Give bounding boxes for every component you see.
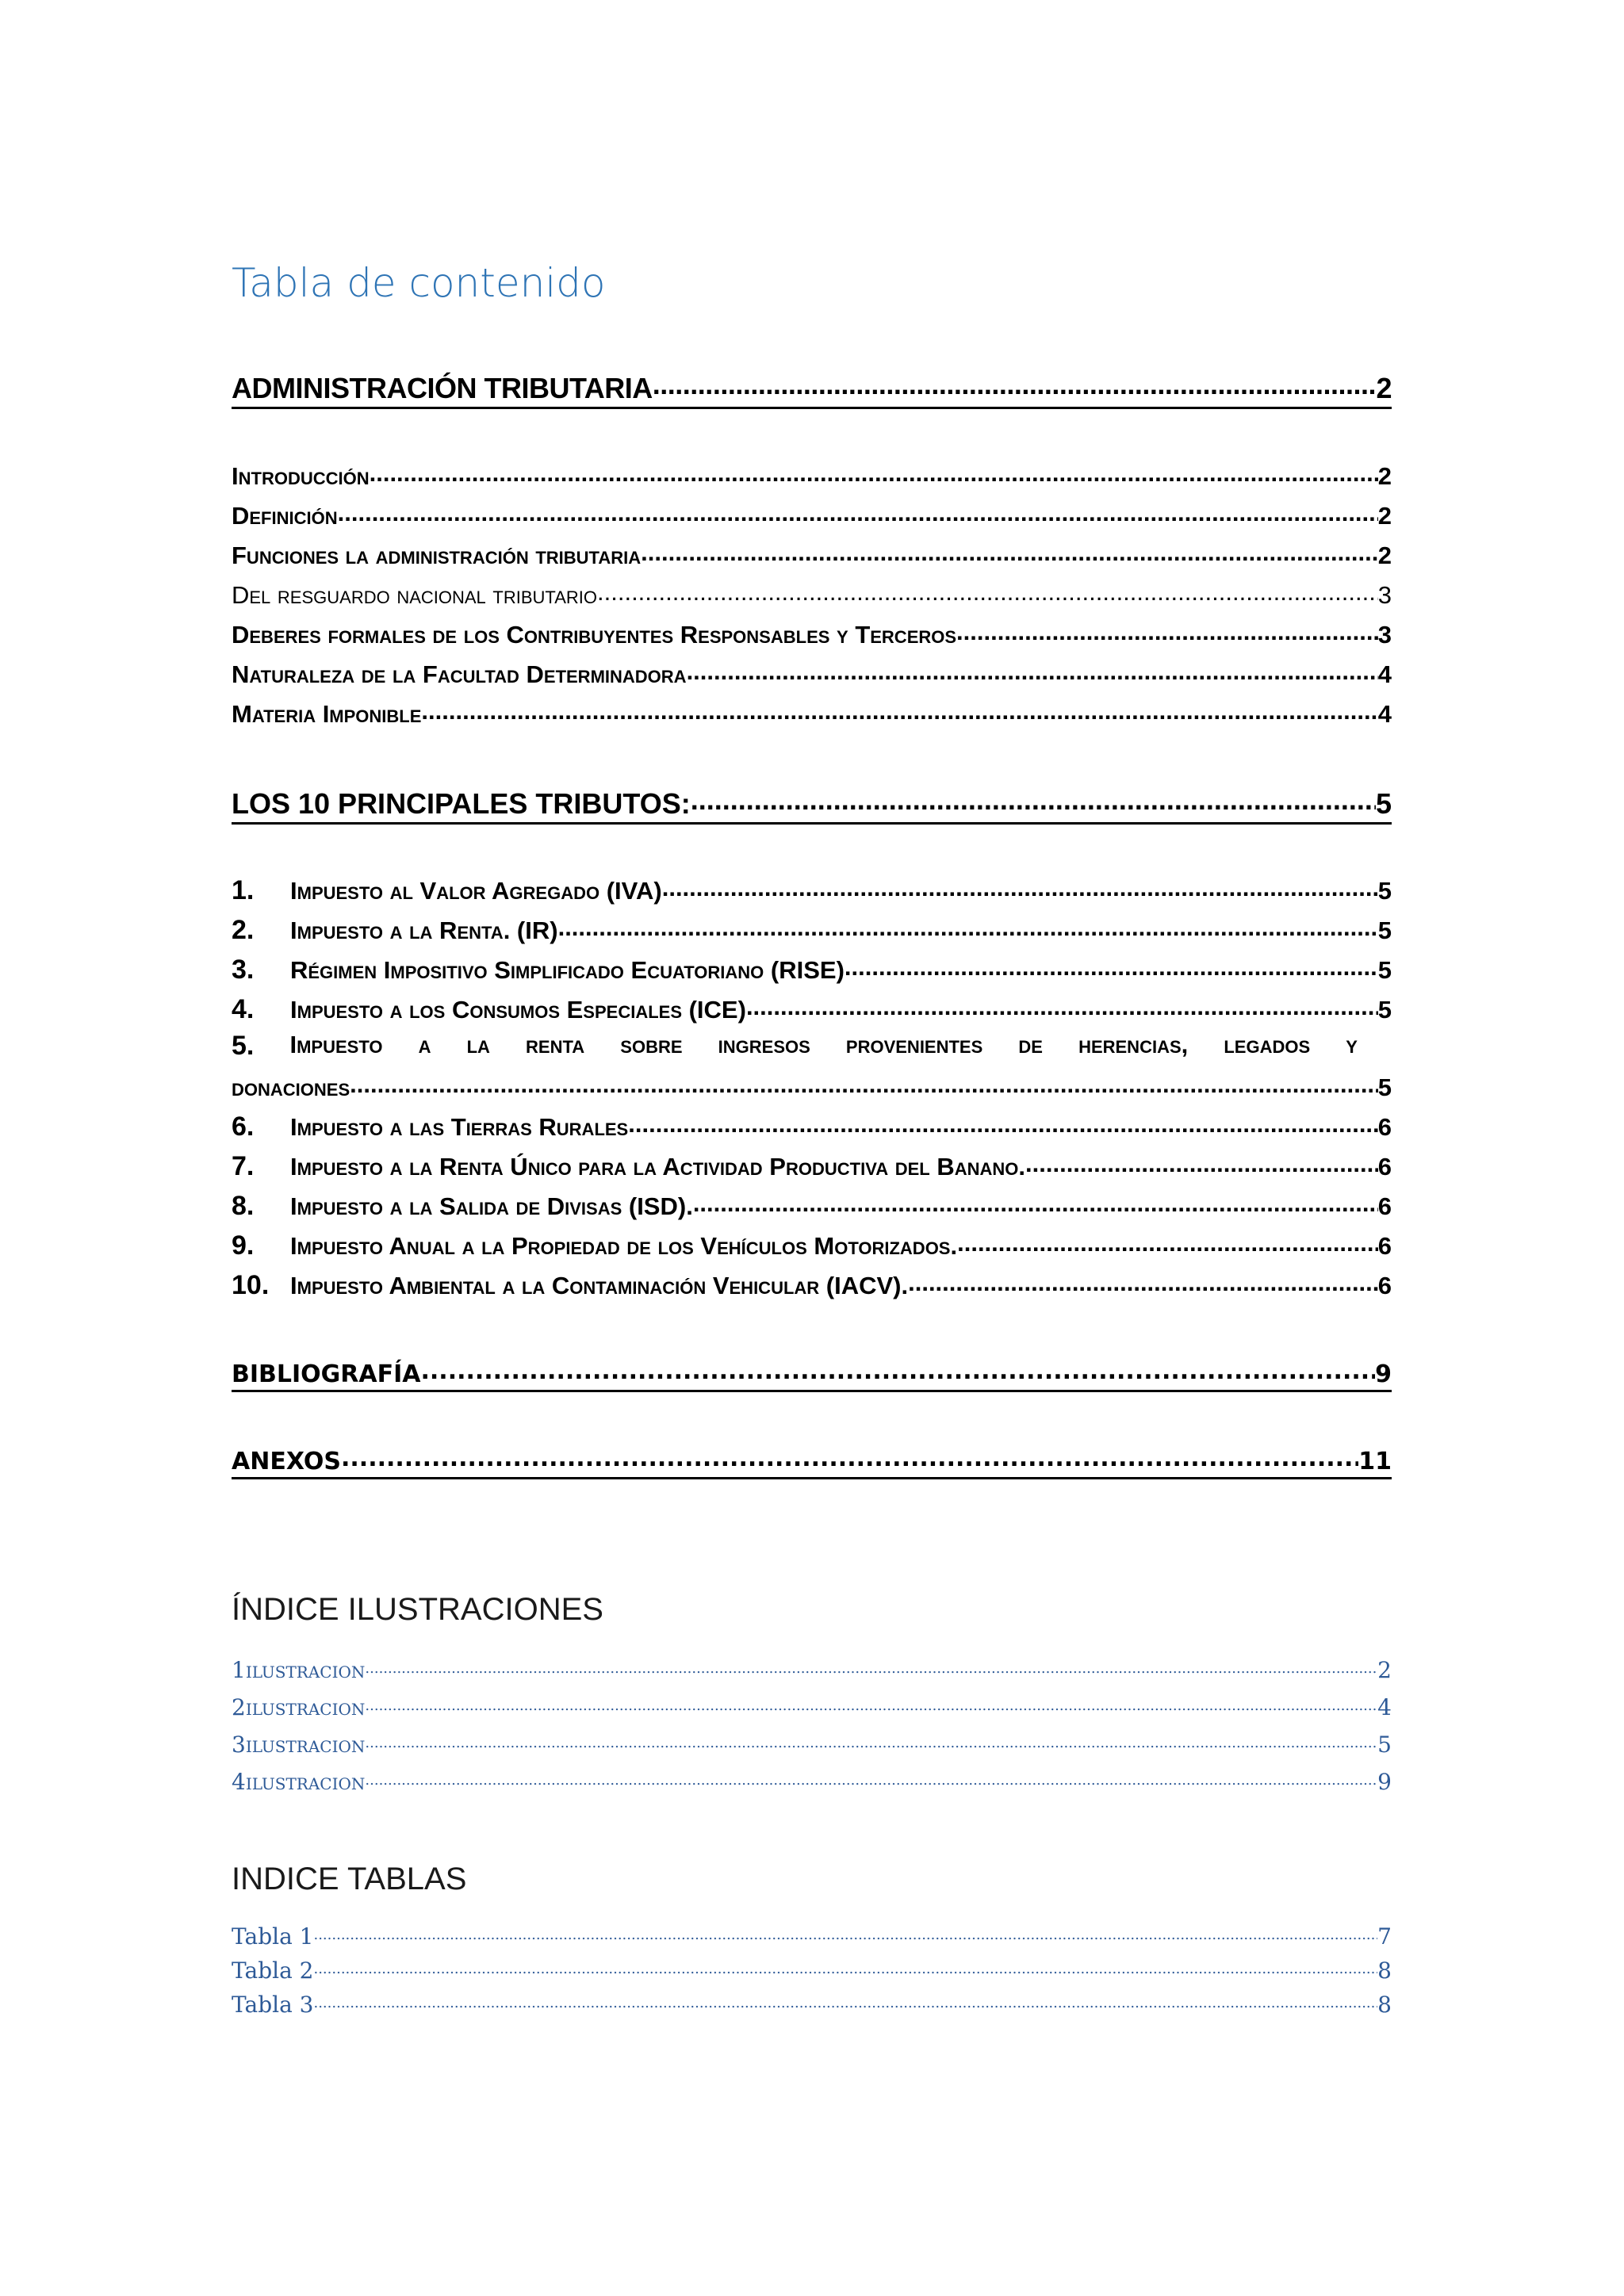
- illustration-entry[interactable]: [232, 1730, 1392, 1758]
- table-entry[interactable]: [232, 1922, 1392, 1950]
- illustration-entry[interactable]: [232, 1693, 1392, 1720]
- toc-label: LOS 10 PRINCIPALES TRIBUTOS:: [232, 787, 691, 820]
- toc-entry[interactable]: [232, 993, 1392, 1025]
- toc-entry[interactable]: [232, 698, 1392, 729]
- toc-label: Impuesto a la Salida de Divisas (ISD).: [290, 1192, 693, 1220]
- toc-leader: [421, 698, 1377, 722]
- illustration-entry[interactable]: [232, 1655, 1392, 1683]
- illustration-label: 4ilustracion: [232, 1769, 366, 1795]
- illustration-entry[interactable]: [232, 1767, 1392, 1795]
- toc-word: Impuesto: [289, 1031, 383, 1058]
- illustration-page: 2: [1377, 1657, 1392, 1683]
- table-label: Tabla 3: [232, 1992, 314, 2018]
- toc-label: Régimen Impositivo Simplificado Ecuatoriano (RISE): [290, 956, 845, 984]
- toc-word: ingresos: [718, 1031, 810, 1058]
- toc-page: 4: [1377, 700, 1392, 728]
- toc-entry-bibliografia[interactable]: [232, 1358, 1392, 1392]
- tables-heading: INDICE TABLAS: [232, 1862, 467, 1896]
- toc-leader: [691, 785, 1376, 813]
- toc-entry[interactable]: [232, 579, 1392, 610]
- toc-leader: [956, 618, 1378, 643]
- toc-number: 2.: [232, 915, 255, 945]
- toc-word: provenientes: [845, 1031, 983, 1058]
- toc-label: Impuesto Ambiental a la Contaminación Vehicular (IACV).: [290, 1272, 909, 1299]
- toc-label: Del resguardo nacional tributario: [232, 581, 597, 609]
- toc-leader: [558, 914, 1378, 939]
- toc-page: 5: [1377, 877, 1392, 905]
- toc-label: donaciones: [232, 1073, 350, 1101]
- table-entry[interactable]: [232, 1956, 1392, 1984]
- toc-entry[interactable]: [232, 914, 1392, 946]
- toc-word: a: [418, 1031, 431, 1058]
- toc-leader: [341, 1445, 1358, 1469]
- toc-word: renta: [526, 1031, 585, 1058]
- toc-label: Definición: [232, 502, 338, 530]
- toc-label: Impuesto a la Renta. (IR): [290, 916, 558, 944]
- toc-leader: [313, 1922, 1377, 1944]
- toc-leader: [641, 539, 1378, 564]
- toc-page: 6: [1377, 1192, 1392, 1220]
- toc-label: Funciones la administración tributaria: [232, 541, 642, 569]
- toc-page: 5: [1377, 1073, 1392, 1101]
- toc-number: 7.: [232, 1151, 255, 1181]
- toc-leader: [370, 460, 1378, 484]
- toc-entry[interactable]: [232, 1150, 1392, 1182]
- toc-leader: [365, 1655, 1377, 1678]
- toc-word: de: [1018, 1031, 1043, 1058]
- table-page: 8: [1377, 1957, 1392, 1984]
- toc-label: Impuesto a la Renta Único para la Actividad Productiva del Banano.: [290, 1153, 1026, 1181]
- toc-leader: [313, 1990, 1377, 2012]
- table-page: 7: [1377, 1923, 1392, 1950]
- toc-word: herencias,: [1078, 1031, 1189, 1058]
- toc-leader: [365, 1730, 1377, 1752]
- toc-entry[interactable]: [232, 460, 1392, 491]
- toc-label: Materia Imponible: [232, 700, 422, 728]
- toc-page: 2: [1376, 372, 1392, 404]
- toc-page: 3: [1377, 621, 1392, 649]
- toc-label: Impuesto Anual a la Propiedad de los Vehículos Motorizados.: [290, 1232, 958, 1260]
- toc-entry-5-line2[interactable]: [232, 1071, 1392, 1102]
- toc-entry-tributos[interactable]: [232, 785, 1392, 825]
- toc-entry[interactable]: [232, 618, 1392, 649]
- illustration-page: 5: [1377, 1732, 1392, 1758]
- toc-entry[interactable]: [232, 658, 1392, 689]
- toc-label: BIBLIOGRAFÍA: [232, 1360, 421, 1388]
- toc-leader: [653, 369, 1377, 398]
- toc-word: y: [1346, 1031, 1358, 1058]
- toc-leader: [845, 954, 1378, 978]
- illustration-page: 9: [1377, 1769, 1392, 1795]
- toc-number: 4.: [232, 994, 255, 1024]
- toc-word: la: [466, 1031, 490, 1058]
- toc-page: 9: [1375, 1360, 1392, 1388]
- toc-leader: [908, 1269, 1378, 1294]
- toc-entry[interactable]: [232, 539, 1392, 570]
- toc-entry-admin[interactable]: [232, 369, 1392, 409]
- table-label: Tabla 1: [232, 1923, 314, 1950]
- toc-page: 6: [1377, 1272, 1392, 1299]
- toc-number: 10.: [232, 1270, 270, 1300]
- toc-page: 2: [1377, 462, 1392, 490]
- toc-entry[interactable]: [232, 1111, 1392, 1142]
- toc-page: 5: [1375, 787, 1392, 820]
- toc-entry[interactable]: [232, 1269, 1392, 1301]
- toc-page: 11: [1358, 1448, 1392, 1475]
- toc-number: 5.: [232, 1031, 255, 1061]
- toc-page: 6: [1377, 1113, 1392, 1141]
- toc-word: legados: [1224, 1031, 1311, 1058]
- toc-number: 1.: [232, 875, 255, 905]
- toc-label: ANEXOS: [232, 1448, 341, 1475]
- toc-label: Impuesto al Valor Agregado (IVA): [290, 877, 662, 905]
- toc-label: Impuesto a las Tierras Rurales: [290, 1113, 629, 1141]
- toc-page: 6: [1377, 1232, 1392, 1260]
- toc-page: 2: [1377, 541, 1392, 569]
- toc-leader: [313, 1956, 1377, 1978]
- toc-leader: [687, 658, 1378, 683]
- toc-number: 6.: [232, 1112, 255, 1142]
- toc-page: 5: [1377, 916, 1392, 944]
- toc-leader: [365, 1767, 1377, 1789]
- page-title: Tabla de contenido: [232, 260, 606, 306]
- toc-entry[interactable]: [232, 499, 1392, 530]
- toc-entry-anexos[interactable]: [232, 1445, 1392, 1479]
- toc-page: 6: [1377, 1153, 1392, 1181]
- illustration-label: 1ilustracion: [232, 1657, 366, 1683]
- toc-entry[interactable]: [232, 874, 1392, 906]
- toc-entry[interactable]: [232, 1230, 1392, 1261]
- toc-leader: [628, 1111, 1378, 1135]
- toc-leader: [746, 993, 1378, 1018]
- toc-word: sobre: [620, 1031, 683, 1058]
- toc-leader: [338, 499, 1378, 524]
- toc-leader: [350, 1071, 1378, 1096]
- toc-leader: [597, 579, 1378, 603]
- toc-number: 8.: [232, 1191, 255, 1221]
- table-page: 8: [1377, 1992, 1392, 2018]
- toc-leader: [421, 1358, 1376, 1382]
- toc-page: 5: [1377, 956, 1392, 984]
- toc-page: 4: [1377, 660, 1392, 688]
- toc-leader: [1025, 1150, 1378, 1175]
- toc-entry-5-line1[interactable]: [232, 1031, 1392, 1062]
- toc-label: Naturaleza de la Facultad Determinadora: [232, 660, 687, 688]
- toc-leader: [365, 1693, 1377, 1715]
- toc-leader: [662, 874, 1378, 899]
- toc-leader: [957, 1230, 1378, 1254]
- toc-label: Deberes formales de los Contribuyentes Responsables y Terceros: [232, 621, 957, 649]
- illustrations-heading: ÍNDICE ILUSTRACIONES: [232, 1592, 603, 1627]
- toc-page: 2: [1377, 502, 1392, 530]
- toc-label: Introducción: [232, 462, 370, 490]
- toc-page: 5: [1377, 996, 1392, 1024]
- toc-number: 3.: [232, 955, 255, 985]
- table-label: Tabla 2: [232, 1957, 314, 1984]
- table-entry[interactable]: [232, 1990, 1392, 2018]
- toc-page: 3: [1377, 581, 1392, 609]
- illustration-label: 2ilustracion: [232, 1694, 366, 1720]
- illustration-label: 3ilustracion: [232, 1732, 366, 1758]
- toc-entry[interactable]: [232, 954, 1392, 985]
- illustration-page: 4: [1377, 1694, 1392, 1720]
- toc-leader: [693, 1190, 1378, 1215]
- toc-number: 9.: [232, 1230, 255, 1261]
- toc-label: Impuesto a los Consumos Especiales (ICE): [290, 996, 746, 1024]
- toc-label: ADMINISTRACIÓN TRIBUTARIA: [232, 372, 653, 404]
- toc-entry[interactable]: [232, 1190, 1392, 1222]
